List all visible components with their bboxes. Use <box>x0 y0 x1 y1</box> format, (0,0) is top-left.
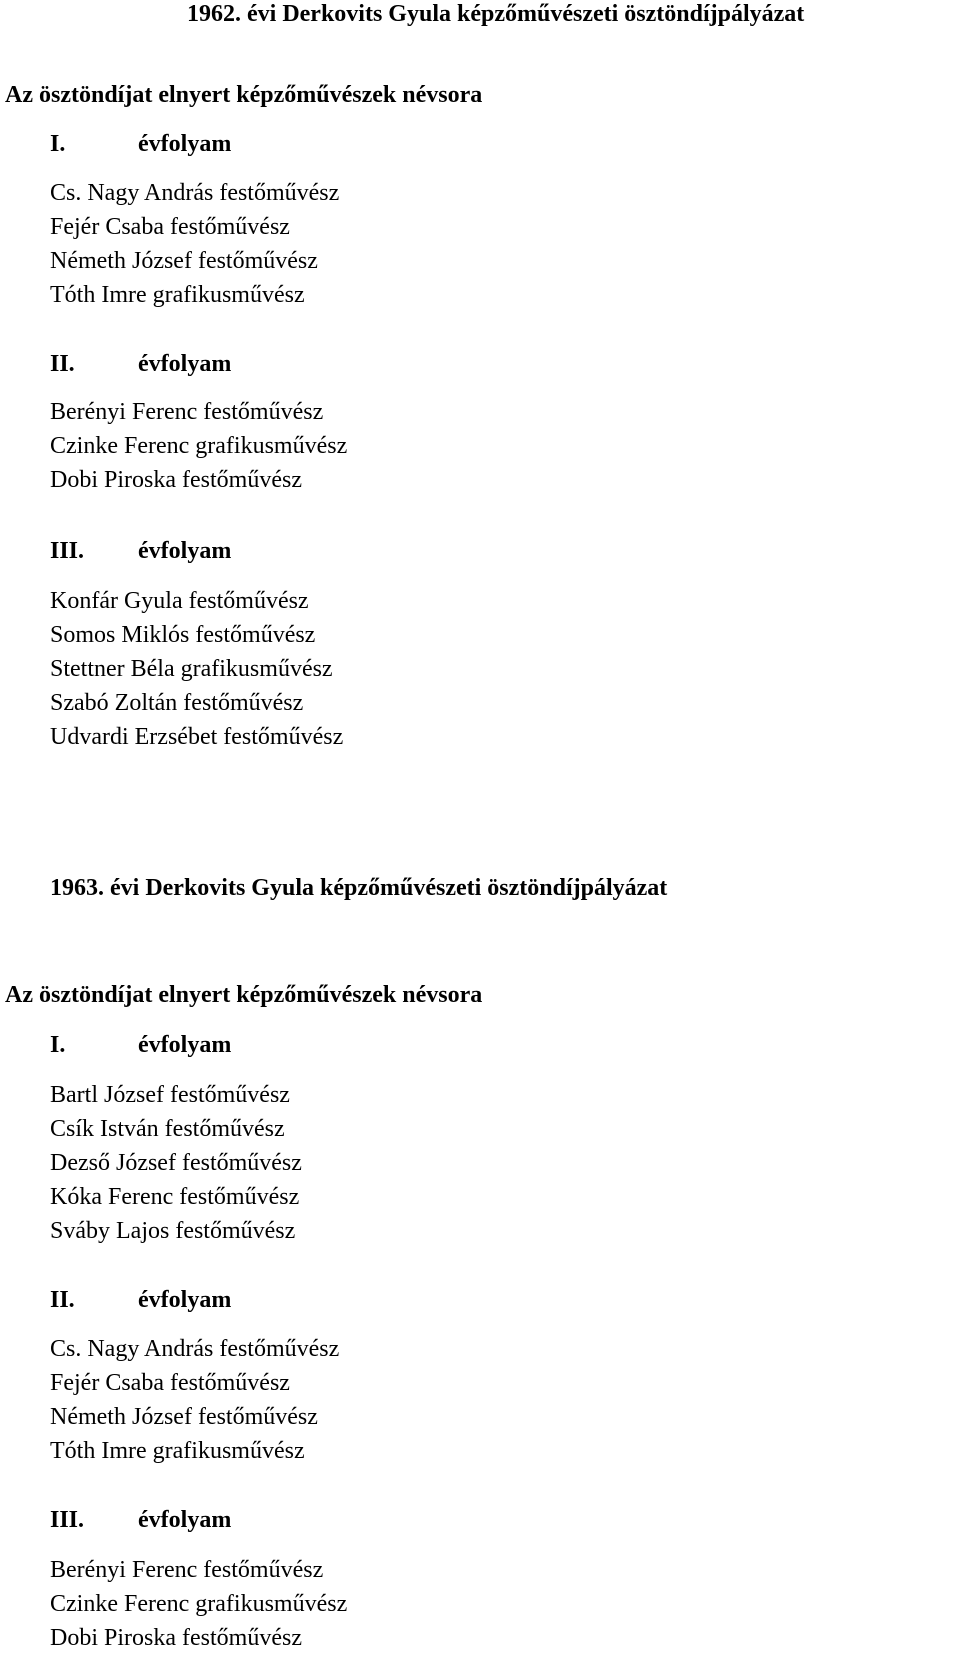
year-number: II. <box>50 351 75 377</box>
year-heading-1963-ii <box>50 1286 231 1314</box>
list-item: Csík István festőművész <box>50 1116 285 1142</box>
list-item: Tóth Imre grafikusművész <box>50 282 305 308</box>
list-item: Dobi Piroska festőművész <box>50 1625 302 1651</box>
list-item: Fejér Csaba festőművész <box>50 214 290 240</box>
list-item: Németh József festőművész <box>50 248 318 274</box>
year-number: I. <box>50 1032 66 1058</box>
year-label: évfolyam <box>138 351 232 377</box>
page-title-1962: 1962. évi Derkovits Gyula képzőművészeti ösztöndíjpályázat <box>187 1 805 27</box>
year-heading-1963-i <box>50 1031 231 1059</box>
list-item: Bartl József festőművész <box>50 1082 290 1108</box>
year-number: III. <box>50 1507 85 1533</box>
year-heading-1962-i <box>50 130 231 158</box>
list-item: Dezső József festőművész <box>50 1150 302 1176</box>
year-heading-1962-ii <box>50 350 231 378</box>
list-item: Konfár Gyula festőművész <box>50 588 309 614</box>
year-number: III. <box>50 538 85 564</box>
list-item: Cs. Nagy András festőművész <box>50 180 340 206</box>
list-item: Tóth Imre grafikusművész <box>50 1438 305 1464</box>
year-number: II. <box>50 1287 75 1313</box>
list-heading-1962: Az ösztöndíjat elnyert képzőművészek névsora <box>5 82 483 108</box>
list-item: Berényi Ferenc festőművész <box>50 399 324 425</box>
year-label: évfolyam <box>138 1287 232 1313</box>
year-number: I. <box>50 131 66 157</box>
list-item: Németh József festőművész <box>50 1404 318 1430</box>
list-item: Cs. Nagy András festőművész <box>50 1336 340 1362</box>
list-item: Berényi Ferenc festőművész <box>50 1557 324 1583</box>
list-item: Fejér Csaba festőművész <box>50 1370 290 1396</box>
year-label: évfolyam <box>138 1032 232 1058</box>
list-item: Udvardi Erzsébet festőművész <box>50 724 344 750</box>
list-heading-1963: Az ösztöndíjat elnyert képzőművészek névsora <box>5 982 483 1008</box>
page-title-1963: 1963. évi Derkovits Gyula képzőművészeti ösztöndíjpályázat <box>50 875 668 901</box>
list-item: Stettner Béla grafikusművész <box>50 656 333 682</box>
year-heading-1963-iii <box>50 1506 231 1534</box>
list-item: Kóka Ferenc festőművész <box>50 1184 300 1210</box>
list-item: Czinke Ferenc grafikusművész <box>50 433 348 459</box>
year-heading-1962-iii <box>50 537 231 565</box>
year-label: évfolyam <box>138 538 232 564</box>
list-item: Dobi Piroska festőművész <box>50 467 302 493</box>
year-label: évfolyam <box>138 131 232 157</box>
year-label: évfolyam <box>138 1507 232 1533</box>
list-item: Somos Miklós festőművész <box>50 622 316 648</box>
list-item: Czinke Ferenc grafikusművész <box>50 1591 348 1617</box>
list-item: Sváby Lajos festőművész <box>50 1218 296 1244</box>
list-item: Szabó Zoltán festőművész <box>50 690 304 716</box>
